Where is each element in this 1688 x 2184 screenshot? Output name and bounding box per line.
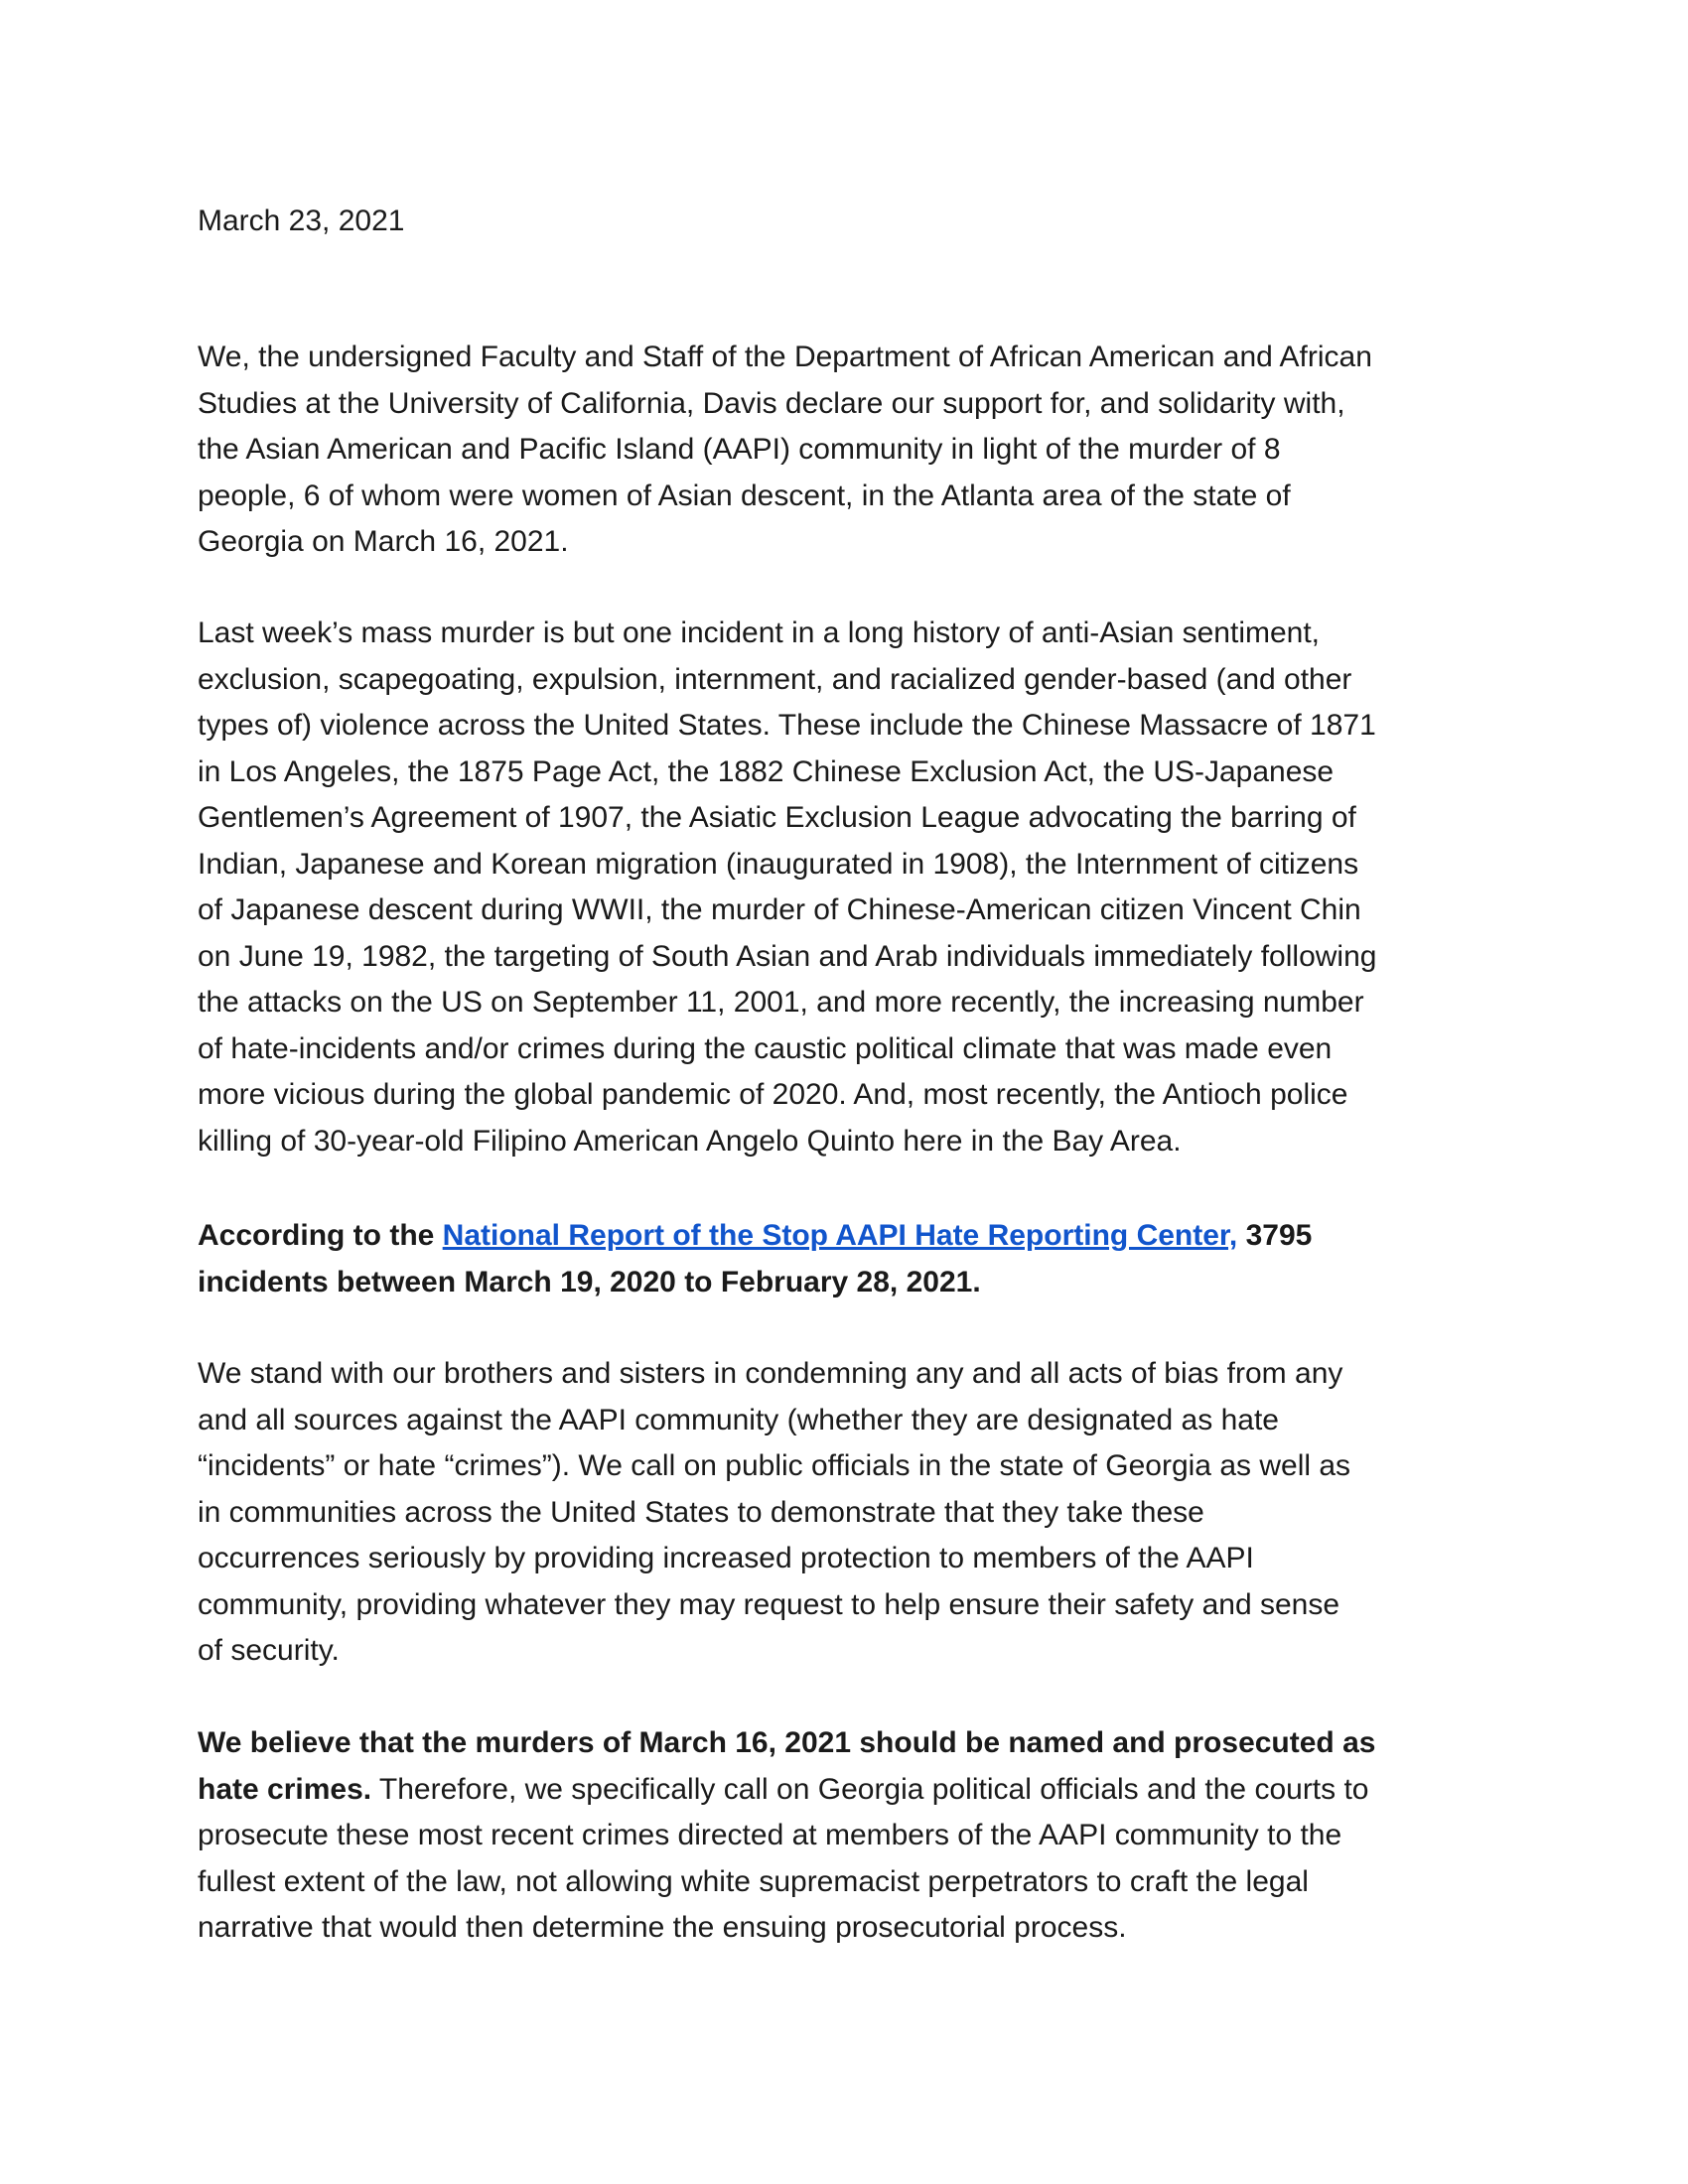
text-line: more vicious during the global pandemic of 2020. And, most recently, the Antioch police	[198, 1078, 1348, 1111]
text-line: on June 19, 1982, the targeting of South Asian and Arab individuals immediately following	[198, 939, 1377, 973]
text-line: We stand with our brothers and sisters in condemning any and all acts of bias from any	[198, 1357, 1343, 1390]
text-line: exclusion, scapegoating, expulsion, internment, and racialized gender-based (and other	[198, 662, 1352, 696]
paragraph-call-for-protection	[198, 1351, 1498, 1675]
paragraph-hate-crimes-prosecution	[198, 1720, 1498, 1952]
text-line: of hate-incidents and/or crimes during the caustic political climate that was made even	[198, 1031, 1333, 1065]
text-fragment-bold: hate crimes.	[198, 1772, 372, 1806]
text-line: killing of 30-year-old Filipino American Angelo Quinto here in the Bay Area.	[198, 1124, 1182, 1158]
paragraph-solidarity-declaration	[198, 335, 1498, 566]
text-line: in communities across the United States to demonstrate that they take these	[198, 1495, 1204, 1529]
text-line	[198, 1213, 1498, 1260]
paragraph-history-of-violence	[198, 611, 1498, 1164]
text-fragment: According to the	[198, 1219, 443, 1252]
text-line: We believe that the murders of March 16, 2021 should be named and prosecuted as	[198, 1726, 1376, 1759]
incident-count: 3795	[1237, 1219, 1313, 1252]
text-line: of security.	[198, 1634, 340, 1667]
text-line: community, providing whatever they may request to help ensure their safety and sense	[198, 1587, 1340, 1621]
text-line: the Asian American and Pacific Island (AAPI) community in light of the murder of 8	[198, 433, 1281, 466]
text-line: Georgia on March 16, 2021.	[198, 525, 569, 558]
paragraph-incident-statistics	[198, 1213, 1498, 1305]
text-line: the attacks on the US on September 11, 2001, and more recently, the increasing number	[198, 986, 1364, 1019]
text-line: Indian, Japanese and Korean migration (inaugurated in 1908), the Internment of citizens	[198, 847, 1359, 881]
letter-date: March 23, 2021	[198, 205, 405, 237]
text-line: We, the undersigned Faculty and Staff of the Department of African American and African	[198, 341, 1372, 373]
text-line: occurrences seriously by providing increased protection to members of the AAPI	[198, 1542, 1254, 1574]
text-line	[198, 1767, 1498, 1814]
text-line: prosecute these most recent crimes directed at members of the AAPI community to the	[198, 1819, 1342, 1851]
text-line: incidents between March 19, 2020 to February 28, 2021.	[198, 1265, 981, 1298]
stop-aapi-hate-report-link[interactable]: National Report of the Stop AAPI Hate Reporting Center,	[442, 1219, 1238, 1252]
text-line: and all sources against the AAPI community (whether they are designated as hate	[198, 1403, 1279, 1436]
text-line: Last week’s mass murder is but one incident in a long history of anti-Asian sentiment,	[198, 616, 1321, 649]
text-line: Gentlemen’s Agreement of 1907, the Asiatic Exclusion League advocating the barring of	[198, 801, 1356, 834]
text-line: people, 6 of whom were women of Asian descent, in the Atlanta area of the state of	[198, 478, 1291, 512]
text-line: narrative that would then determine the ensuing prosecutorial process.	[198, 1911, 1127, 1944]
text-line: of Japanese descent during WWII, the murder of Chinese-American citizen Vincent Chin	[198, 893, 1361, 926]
text-line: Studies at the University of California, Davis declare our support for, and solidarity with,	[198, 386, 1345, 420]
text-line: in Los Angeles, the 1875 Page Act, the 1882 Chinese Exclusion Act, the US-Japanese	[198, 754, 1335, 788]
text-line: “incidents” or hate “crimes”). We call on public officials in the state of Georgia as well as	[198, 1449, 1351, 1482]
text-fragment: Therefore, we specifically call on Georgia political officials and the courts to	[371, 1772, 1369, 1806]
text-line: fullest extent of the law, not allowing white supremacist perpetrators to craft the legal	[198, 1864, 1309, 1898]
text-line: types of) violence across the United States. These include the Chinese Massacre of 1871	[198, 709, 1376, 742]
